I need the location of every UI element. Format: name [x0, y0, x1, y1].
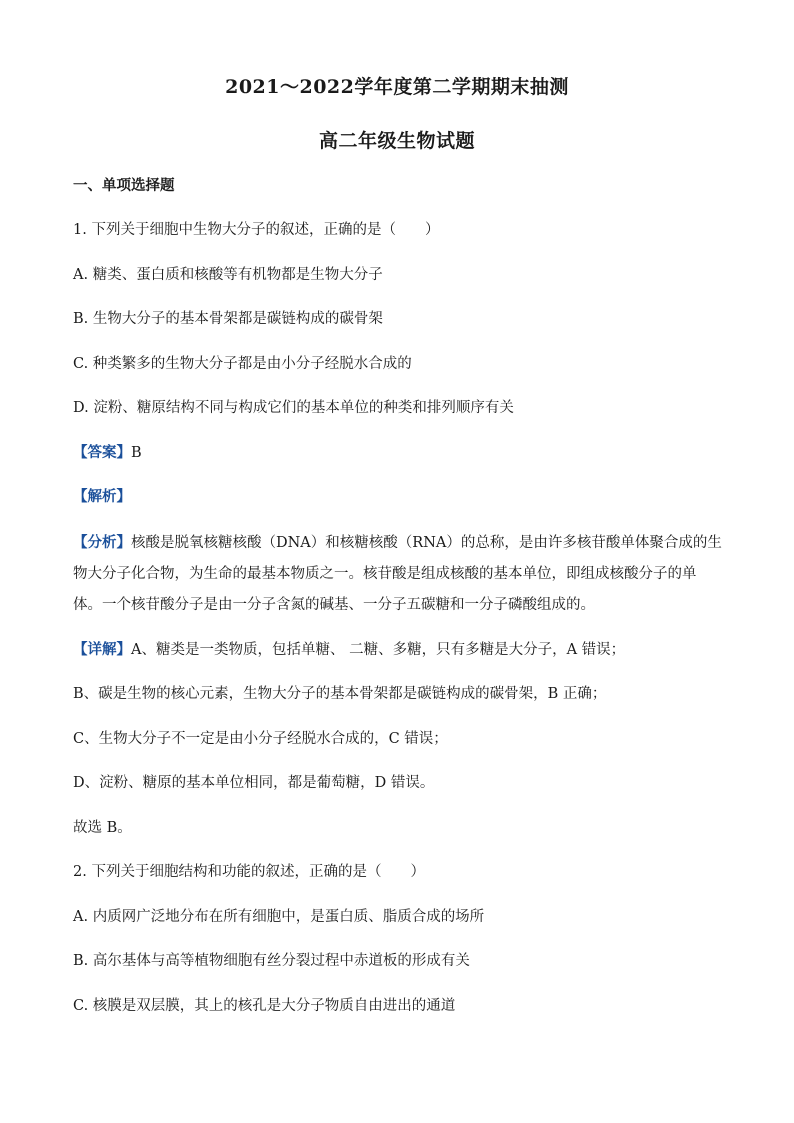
answer-value: B — [131, 445, 142, 461]
xiangjie-text-a: A、糖类是一类物质，包括单糖、 二糖、多糖，只有多糖是大分子，A 错误； — [131, 642, 626, 658]
section-heading: 一、单项选择题 — [73, 177, 175, 194]
analysis-tag: 【解析】 — [73, 488, 131, 505]
q1-answer — [73, 443, 142, 463]
q1-xiangjie-line-b: B、碳是生物的核心元素，生物大分子的基本骨架都是碳链构成的碳骨架，B 正确； — [73, 686, 607, 702]
fenxi-text: 核酸是脱氧核糖核酸（DNA）和核糖核酸（RNA）的总称，是由许多核苷酸单体聚合成的生物大分子化合物，为生命的最基本物质之一。核苷酸是组成核酸的基本单位，即组成核酸分子的单体。一个核苷酸分子是由一分子含氮的碱基、一分子五碳糖和一分子磷酸组成的。 — [73, 535, 722, 613]
q2-option-b: B. 高尔基体与高等植物细胞有丝分裂过程中赤道板的形成有关 — [73, 953, 470, 969]
q1-stem: 1. 下列关于细胞中生物大分子的叙述，正确的是（ ） — [73, 222, 440, 238]
q1-xiangjie-line-c: C、生物大分子不一定是由小分子经脱水合成的，C 错误； — [73, 731, 448, 747]
q1-option-d: D. 淀粉、糖原结构不同与构成它们的基本单位的种类和排列顺序有关 — [73, 400, 514, 416]
q1-xiangjie-line-a — [73, 640, 625, 660]
exam-title: 2021～2022学年度第二学期期末抽测 — [225, 76, 569, 98]
q2-option-c: C. 核膜是双层膜，其上的核孔是大分子物质自由进出的通道 — [73, 998, 456, 1014]
q1-xiangjie-line-d: D、淀粉、糖原的基本单位相同，都是葡萄糖，D 错误。 — [73, 775, 435, 791]
q2-option-a: A. 内质网广泛地分布在所有细胞中，是蛋白质、脂质合成的场所 — [73, 909, 485, 925]
q2-stem: 2. 下列关于细胞结构和功能的叙述，正确的是（ ） — [73, 864, 425, 880]
xiangjie-tag: 【详解】 — [73, 641, 131, 658]
q1-analysis-heading — [73, 487, 131, 507]
q1-option-c: C. 种类繁多的生物大分子都是由小分子经脱水合成的 — [73, 356, 412, 372]
q1-option-a: A. 糖类、蛋白质和核酸等有机物都是生物大分子 — [73, 267, 383, 283]
q1-fenxi-paragraph — [73, 527, 723, 621]
q1-conclusion: 故选 B。 — [73, 820, 132, 836]
exam-subtitle: 高二年级生物试题 — [318, 130, 475, 152]
answer-tag: 【答案】 — [73, 444, 131, 461]
q1-option-b: B. 生物大分子的基本骨架都是碳链构成的碳骨架 — [73, 311, 383, 327]
fenxi-tag: 【分析】 — [73, 534, 131, 551]
